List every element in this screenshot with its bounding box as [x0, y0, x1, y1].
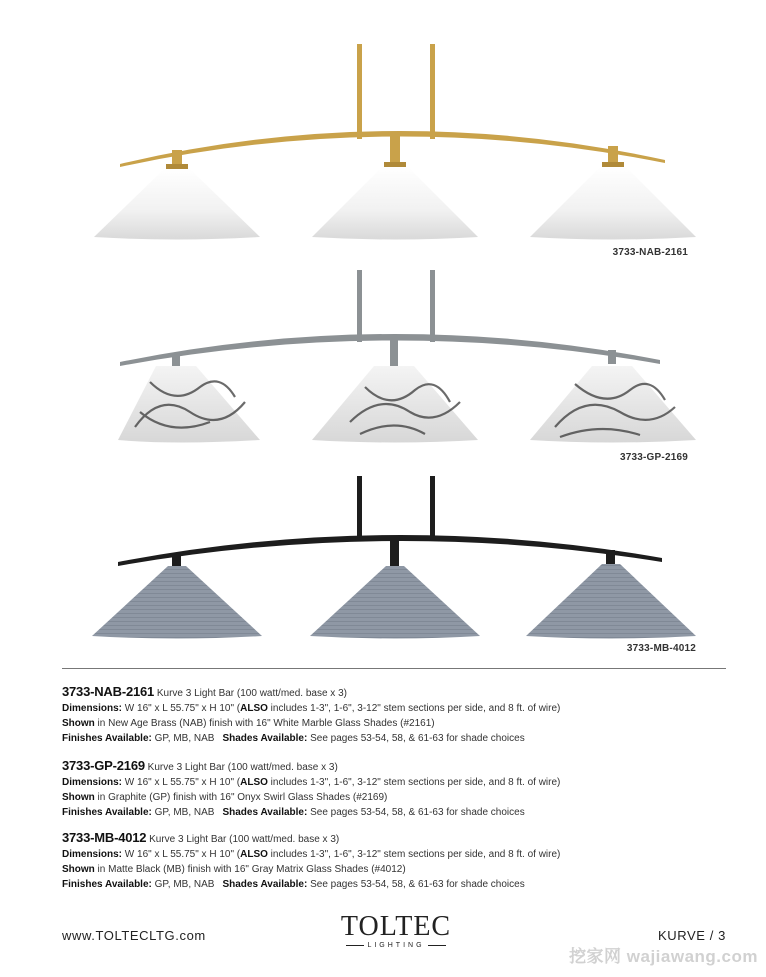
shades-value: See pages 53-54, 58, & 61-63 for shade choices: [307, 807, 525, 818]
dimensions-value: W 16" x L 55.75" x H 10" (: [122, 777, 241, 788]
product-photo-nab-2161: [60, 40, 726, 260]
dimensions-line: [62, 847, 732, 862]
model-number: 3733-GP-2169: [62, 758, 145, 773]
toltec-logo: [332, 913, 460, 949]
logo-subtitle: LIGHTING: [332, 942, 460, 949]
dimensions-value: W 16" x L 55.75" x H 10" (: [122, 849, 241, 860]
dimensions-line: [62, 701, 732, 716]
also-value: includes 1-3", 1-6", 3-12" stem sections per side, and 8 ft. of wire): [267, 777, 561, 788]
model-number: 3733-MB-4012: [62, 830, 147, 845]
shades-label: Shades Available:: [222, 733, 308, 744]
shades-label: Shades Available:: [222, 879, 308, 890]
site-watermark: 挖家网 wajiawang.com: [569, 947, 758, 966]
also-value: includes 1-3", 1-6", 3-12" stem sections per side, and 8 ft. of wire): [267, 849, 561, 860]
finishes-value: GP, MB, NAB: [151, 807, 215, 818]
shades-value: See pages 53-54, 58, & 61-63 for shade choices: [307, 733, 525, 744]
finishes-value: GP, MB, NAB: [151, 733, 215, 744]
shown-line: [62, 716, 732, 731]
model-description: Kurve 3 Light Bar (100 watt/med. base x 3): [149, 834, 340, 845]
shades-value: See pages 53-54, 58, & 61-63 for shade choices: [307, 879, 525, 890]
finishes-value: GP, MB, NAB: [151, 879, 215, 890]
shown-label: Shown: [62, 718, 95, 729]
brass-light-bar-illustration: [60, 40, 726, 260]
availability-line: [62, 877, 732, 892]
matte-black-light-bar-illustration: [60, 470, 726, 660]
dimensions-label: Dimensions:: [62, 849, 123, 860]
dimensions-label: Dimensions:: [62, 703, 123, 714]
product-photo-gp-2169: [60, 262, 726, 467]
product-photo-mb-4012: [60, 470, 726, 660]
dimensions-value: W 16" x L 55.75" x H 10" (: [122, 703, 241, 714]
spec-block-gp-2169: [62, 758, 732, 820]
shown-value: in New Age Brass (NAB) finish with 16" White Marble Glass Shades (#2161): [94, 718, 435, 729]
page-number: KURVE / 3: [657, 928, 726, 943]
section-divider: [62, 668, 726, 669]
shown-label: Shown: [62, 792, 95, 803]
dimensions-line: [62, 775, 732, 790]
shown-line: [62, 790, 732, 805]
photo-caption: 3733-MB-4012: [626, 643, 696, 654]
also-value: includes 1-3", 1-6", 3-12" stem sections per side, and 8 ft. of wire): [267, 703, 561, 714]
finishes-label: Finishes Available:: [62, 879, 152, 890]
shown-label: Shown: [62, 864, 95, 875]
spec-title-line: [62, 684, 732, 701]
photo-caption: 3733-GP-2169: [619, 452, 688, 463]
finishes-label: Finishes Available:: [62, 807, 152, 818]
shades-label: Shades Available:: [222, 807, 308, 818]
availability-line: [62, 805, 732, 820]
also-label: ALSO: [240, 777, 268, 788]
website-link[interactable]: www.TOLTECLTG.com: [62, 928, 206, 943]
shown-value: in Matte Black (MB) finish with 16" Gray Matrix Glass Shades (#4012): [94, 864, 406, 875]
logo-wordmark: TOLTEC: [340, 911, 452, 942]
spec-block-mb-4012: [62, 830, 732, 892]
spec-block-nab-2161: [62, 684, 732, 746]
shown-line: [62, 862, 732, 877]
availability-line: [62, 731, 732, 746]
dimensions-label: Dimensions:: [62, 777, 123, 788]
finishes-label: Finishes Available:: [62, 733, 152, 744]
model-description: Kurve 3 Light Bar (100 watt/med. base x 3): [147, 762, 338, 773]
model-description: Kurve 3 Light Bar (100 watt/med. base x 3): [156, 688, 347, 699]
spec-title-line: [62, 758, 732, 775]
graphite-light-bar-illustration: [60, 262, 726, 467]
also-label: ALSO: [240, 849, 268, 860]
model-number: 3733-NAB-2161: [62, 684, 155, 699]
photo-caption: 3733-NAB-2161: [612, 247, 688, 258]
shown-value: in Graphite (GP) finish with 16" Onyx Swirl Glass Shades (#2169): [94, 792, 388, 803]
also-label: ALSO: [240, 703, 268, 714]
spec-title-line: [62, 830, 732, 847]
